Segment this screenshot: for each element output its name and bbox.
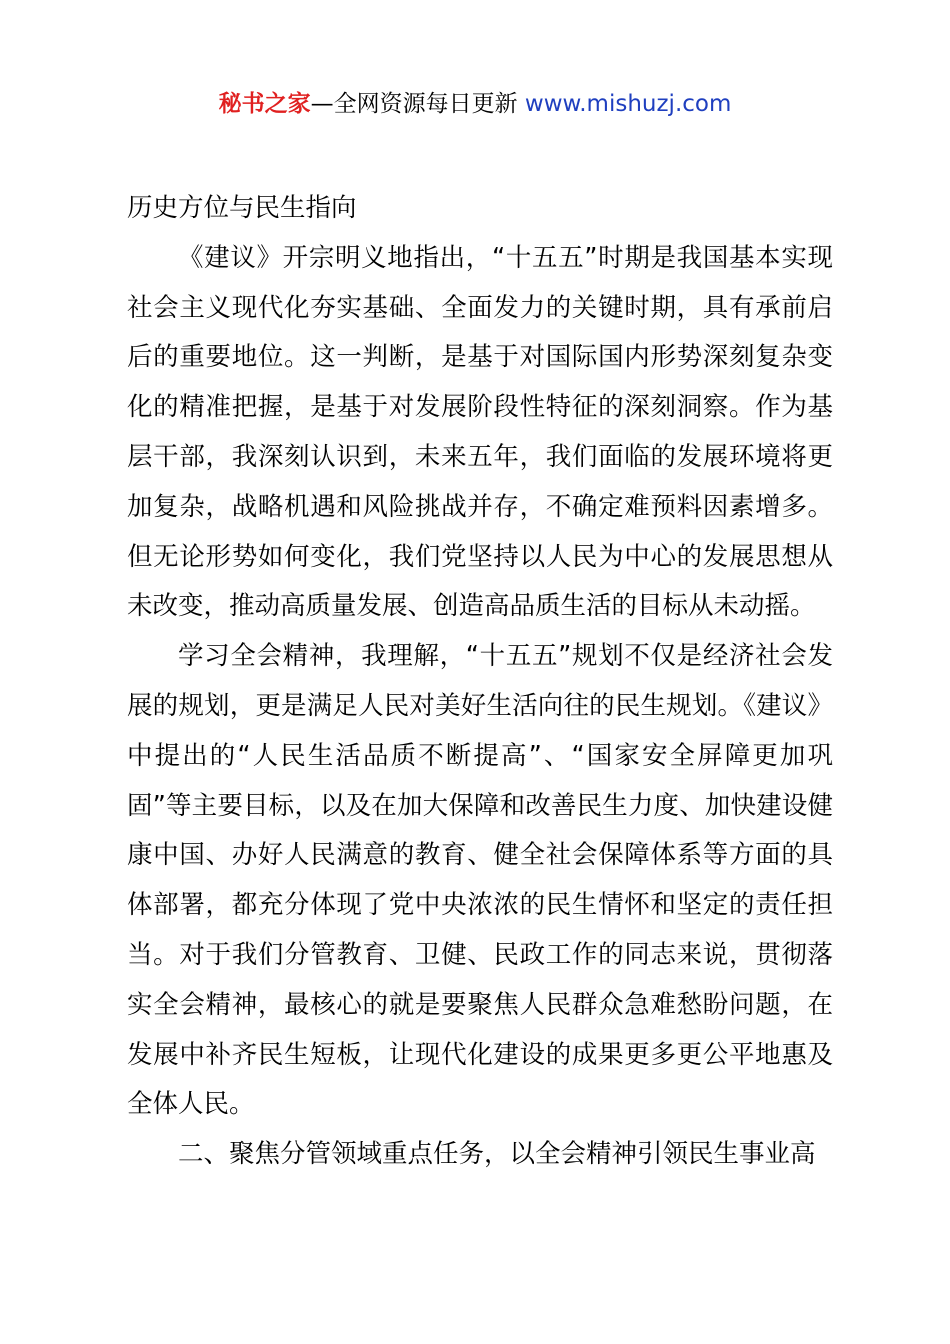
paragraph: 学习全会精神，我理解，“十五五”规划不仅是经济社会发展的规划，更是满足人民对美好生活向往的民生规划。《建议》中提出的“人民生活品质不断提高”、“国家安全屏障更加巩固”等主要目标，以及在加大保障和改善民生力度、加快建设健康中国、办好人民满意的教育、健全社会保障体系等方面的具体部署，都充分体现了党中央浓浓的民生情怀和坚定的责任担当。对于我们分管教育、卫健、民政工作的同志来说，贯彻落实全会精神，最核心的就是要聚焦人民群众急难愁盼问题，在发展中补齐民生短板，让现代化建设的成果更多更公平地惠及全体人民。 (127, 641, 833, 1120)
section-title-continued: 历史方位与民生指向 (127, 193, 357, 223)
section-heading: 二、聚焦分管领域重点任务，以全会精神引领民生事业高 (178, 1139, 816, 1170)
header-tagline: —全网资源每日更新 (310, 91, 525, 117)
document-body (127, 184, 833, 1180)
brand-name: 秘书之家 (218, 91, 311, 117)
website-link[interactable]: www.mishuzj.com (524, 91, 732, 117)
page-header (0, 86, 950, 122)
paragraph: 《建议》开宗明义地指出，“十五五”时期是我国基本实现社会主义现代化夯实基础、全面发力的关键时期，具有承前启后的重要地位。这一判断，是基于对国际国内形势深刻复杂变化的精准把握，是基于对发展阶段性特征的深刻洞察。作为基层干部，我深刻认识到，未来五年，我们面临的发展环境将更加复杂，战略机遇和风险挑战并存，不确定难预料因素增多。但无论形势如何变化，我们党坚持以人民为中心的发展思想从未改变，推动高质量发展、创造高品质生活的目标从未动摇。 (127, 242, 833, 622)
